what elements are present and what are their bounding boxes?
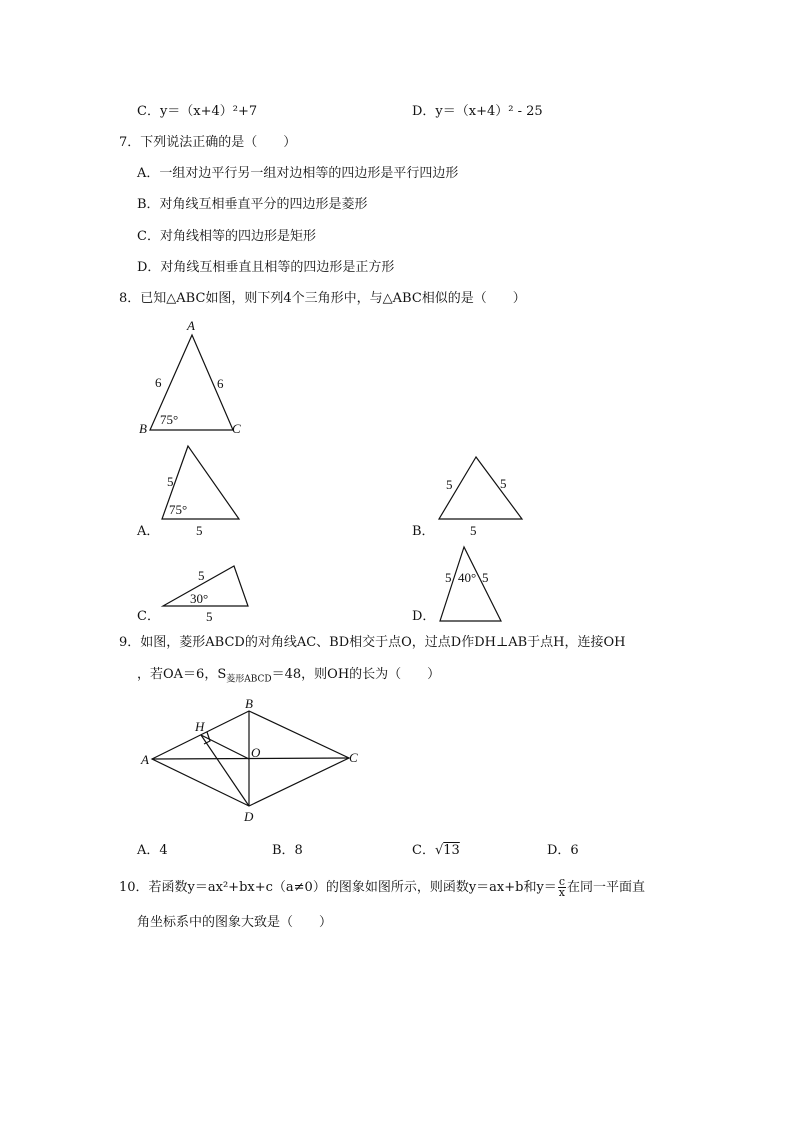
q7-stem: 7．下列说法正确的是（ ） xyxy=(119,135,297,150)
q8-triangle-abc-figure xyxy=(130,315,270,440)
q8-label-c: C xyxy=(232,421,241,436)
q9-label-h: H xyxy=(195,719,205,734)
q8-option-a-base: 5 xyxy=(196,523,203,538)
q8-option-c-label: C． xyxy=(137,609,160,624)
q8-option-c-angle: 30° xyxy=(190,591,209,606)
q8-option-a-side: 5 xyxy=(167,474,174,489)
q8-label-a: A xyxy=(187,318,195,333)
q8-option-b-label: B． xyxy=(412,524,435,539)
q8-option-a-figure xyxy=(150,440,260,540)
q8-side-ab: 6 xyxy=(155,375,162,390)
q8-angle-b: 75° xyxy=(160,412,179,427)
q10-fraction-numerator: c xyxy=(558,875,565,888)
q9-area-subscript: 菱形ABCD xyxy=(226,674,272,685)
q8-label-b: B xyxy=(139,421,147,436)
sqrt-icon: √ xyxy=(434,843,444,858)
q9-label-d: D xyxy=(244,809,254,824)
q9-option-c-label: C． xyxy=(412,843,435,858)
q10-fraction xyxy=(558,877,566,898)
q9-segment-dh xyxy=(201,735,249,806)
q9-label-a: A xyxy=(141,752,149,767)
q6-option-c: C．y＝（x+4）²+7 xyxy=(137,104,258,119)
q9-option-b: B．8 xyxy=(272,843,303,858)
q8-option-d-label: D． xyxy=(412,609,436,624)
q8-option-d-angle: 40° xyxy=(458,570,477,585)
q10-stem-post: 在同一平面直 xyxy=(566,880,645,895)
q7-option-d: D．对角线互相垂直且相等的四边形是正方形 xyxy=(137,260,395,275)
q6-option-d: D．y＝（x+4）² - 25 xyxy=(412,104,543,119)
q8-stem: 8．已知△ABC如图，则下列4个三角形中，与△ABC相似的是（ ） xyxy=(119,291,526,306)
q10-stem-pre: 10．若函数y＝ax²+bx+c（a≠0）的图象如图所示，则函数y＝ax+b和y＝ xyxy=(119,880,557,895)
q9-label-b: B xyxy=(245,696,253,711)
q7-option-c: C．对角线相等的四边形是矩形 xyxy=(137,229,316,244)
q9-stem-line1: 9．如图，菱形ABCD的对角线AC、BD相交于点O，过点D作DH⊥AB于点H，连接OH xyxy=(119,635,626,650)
q10-stem-line1 xyxy=(119,877,645,899)
q8-option-d-right: 5 xyxy=(482,570,489,585)
q9-rhombus-figure xyxy=(135,695,375,825)
q8-option-c-side: 5 xyxy=(198,568,205,583)
q9-segment-oh xyxy=(201,735,249,759)
q8-option-c-figure xyxy=(155,560,265,630)
q8-option-a-label: A． xyxy=(137,524,160,539)
q9-option-a: A．4 xyxy=(137,843,168,858)
q8-option-d-left: 5 xyxy=(445,570,452,585)
q9-option-d: D．6 xyxy=(547,843,579,858)
q9-label-c: C xyxy=(349,750,358,765)
q8-option-b-right: 5 xyxy=(500,476,507,491)
q9-option-c-radicand: 13 xyxy=(443,843,460,858)
q9-stem-line2-post: ＝48，则OH的长为（ ） xyxy=(271,667,441,682)
q10-stem-line2: 角坐标系中的图象大致是（ ） xyxy=(137,915,333,930)
q9-option-c xyxy=(412,843,460,859)
q9-label-o: O xyxy=(251,745,261,760)
q8-option-c-base: 5 xyxy=(206,609,213,624)
q8-option-a-angle: 75° xyxy=(169,502,188,517)
q10-fraction-denominator: x xyxy=(558,886,565,899)
q7-option-a: A．一组对边平行另一组对边相等的四边形是平行四边形 xyxy=(137,166,459,181)
q7-option-b: B．对角线互相垂直平分的四边形是菱形 xyxy=(137,197,368,212)
q9-stem-line2-pre: ，若OA＝6，S xyxy=(137,667,227,682)
q9-stem-line2 xyxy=(137,667,440,688)
q8-option-b-figure xyxy=(430,450,540,540)
q8-option-b-left: 5 xyxy=(446,477,453,492)
q8-option-d-figure xyxy=(430,540,520,625)
q8-side-ac: 6 xyxy=(217,376,224,391)
q8-option-b-base: 5 xyxy=(470,523,477,538)
